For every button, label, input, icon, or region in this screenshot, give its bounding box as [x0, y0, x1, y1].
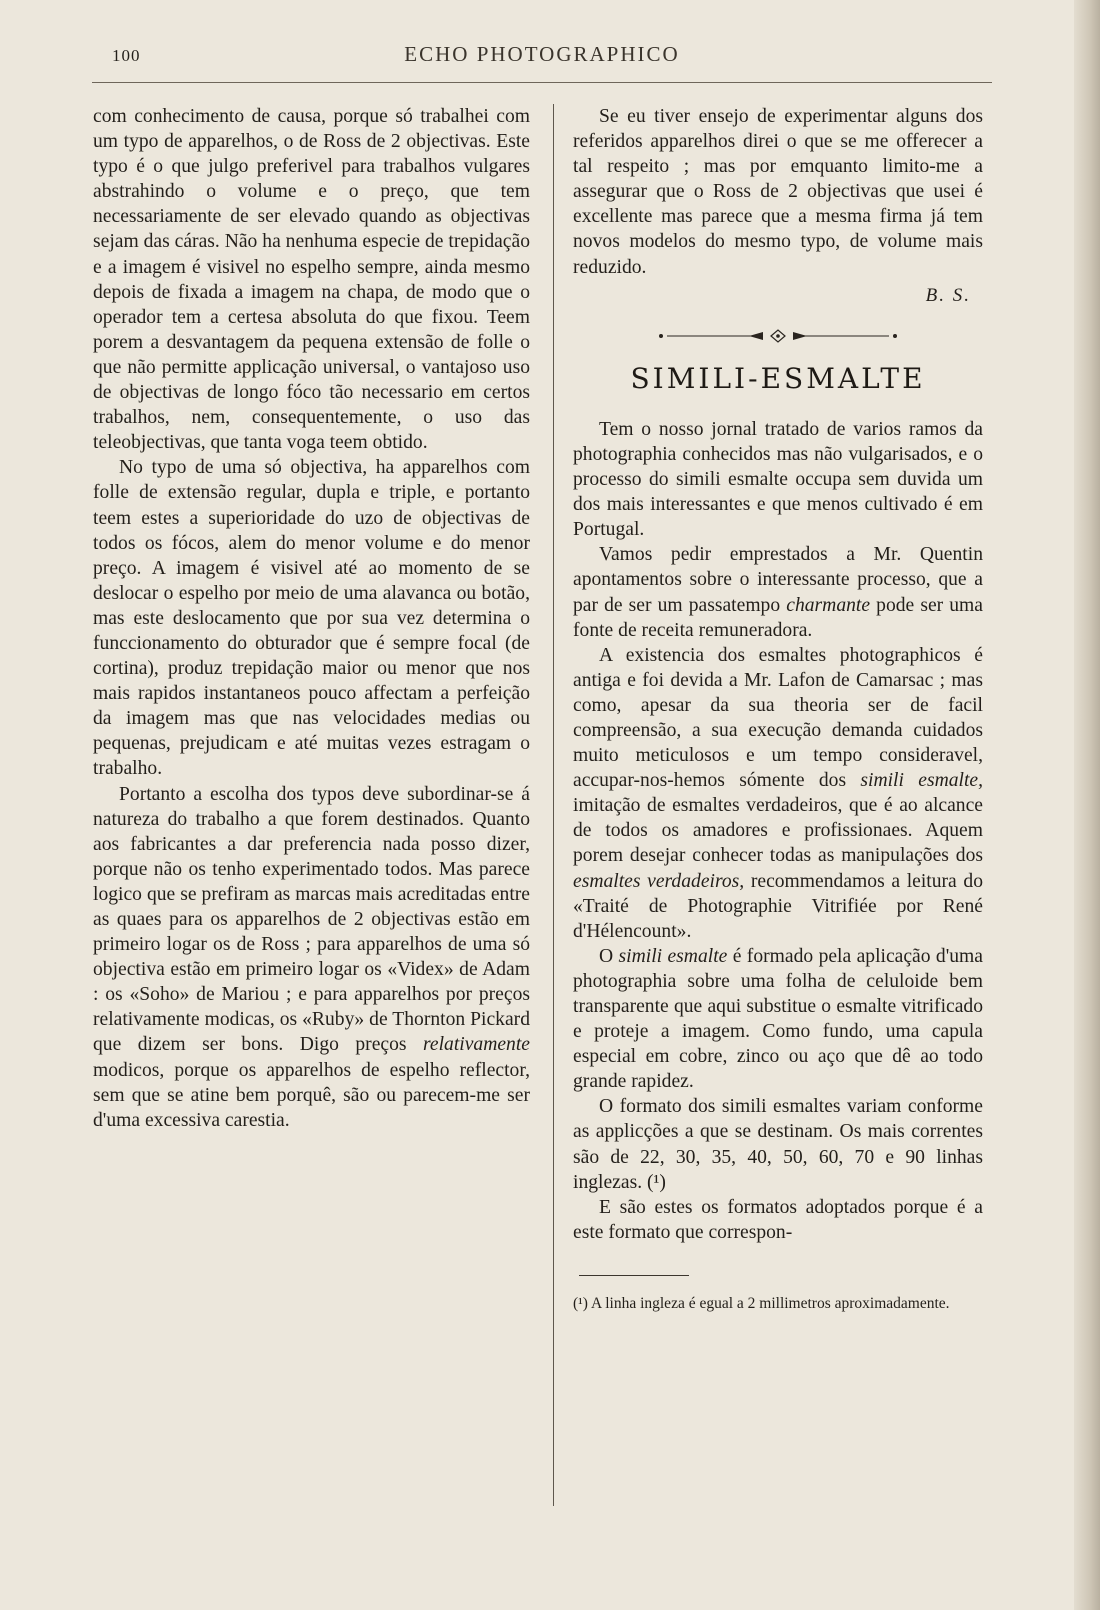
right-paragraph-2-text: Vamos pedir emprestados a Mr. Quentin apontamentos sobre o interessante processo, que a par de ser um passatempo	[573, 544, 983, 616]
header-rule	[92, 82, 992, 83]
ornament-divider-icon	[653, 328, 903, 344]
page-number: 100	[112, 46, 141, 65]
right-paragraph-1: Tem o nosso jornal tratado de varios ramos da photographia conhecidos mas não vulgarisados, e o processo do simili esmalte occupa sem duvida um dos mais interessantes e que menos cultivado é em Portugal.	[573, 418, 983, 541]
right-paragraph-3	[573, 643, 983, 944]
right-paragraph-4-text: O	[599, 945, 619, 967]
right-paragraph-5: O formato dos simili esmaltes variam conforme as applicções a que se destinam. Os mais correntes são de 22, 30, 35, 40, 50, 60, 70 e 90 linhas inglezas. (¹)	[573, 1096, 983, 1193]
left-column	[93, 104, 530, 1133]
right-paragraph-3-emphasis-1: simili esmalte,	[860, 770, 984, 792]
right-paragraph-4-emphasis: simili esmalte	[618, 945, 728, 967]
author-signature: B. S.	[925, 284, 971, 306]
section-ornament	[653, 328, 903, 344]
right-paragraph-2-emphasis: charmante	[786, 594, 871, 616]
left-paragraph-3-tail: modicos, porque os apparelhos de espelho reflector, sem que se atine bem porquê, são ou parecem-me ser d'uma excessiva carestia.	[93, 1059, 530, 1131]
right-paragraph-6: E são estes os formatos adoptados porque é a este formato que correspon-	[573, 1196, 983, 1243]
column-divider	[553, 104, 554, 1506]
right-column	[573, 104, 983, 1314]
left-paragraph-2: No typo de uma só objectiva, ha apparelhos com folle de extensão regular, dupla e triple, e portanto teem estes a superioridade do uzo de objectivas de todos os fócos, alem do menor volume e do menor preço. A imagem é visivel até ao momento de se deslocar o espelho por meio de uma alavanca ou botão, mas este deslocamento que por sua vez determina o funccionamento do obturador que é sempre focal (de cortina), produz trepidação maior ou menor que nos mais rapidos instantaneos pouco affectam a perfeição da imagem mas que nas velocidades medias ou pequenas, prejudicam e até muitas vezes estragam o trabalho.	[93, 457, 530, 780]
right-paragraph-2	[573, 542, 983, 642]
right-paragraph-3-emphasis-2: esmaltes verdadeiros,	[573, 870, 745, 892]
right-paragraph-3-middle: imitação de esmaltes verdadeiros, que é ao alcance de todos os amadores e profissionaes. Aquem porem desejar conhecer todas as manipulações dos	[573, 795, 983, 867]
left-paragraph-3-emphasis: relativamente	[422, 1034, 530, 1056]
left-paragraph-1: com conhecimento de causa, porque só trabalhei com um typo de apparelhos, o de Ross de 2 objectivas. Este typo é o que julgo preferivel para trabalhos vulgares abstrahindo o volume e o preço, que tem necessariamente de ser elevado quando as objectivas sejam das cáras. Não ha nenhuma especie de trepidação e a imagem é visivel no espelho sempre, ainda mesmo depois de fixada a imagem na chapa, de modo que o operador tem a certesa absoluta do que fixou. Teem porem a desvantagem da pequena extensão de folle o que não permitte applicação universal, o vantajoso uso de objectivas de longo fóco tão necessario em certos trabalhos, nem, consequentemente, o uso das teleobjectivas, que tanta voga teem obtido.	[93, 106, 530, 454]
right-paragraph-4	[573, 944, 983, 1095]
left-paragraph-3-text: Portanto a escolha dos typos deve subordinar-se á natureza do trabalho a que forem destinados. Quanto aos fabricantes a dar preferencia nada posso dizer, porque não os tenho experimentado todos. Mas parece logico que se prefiram as marcas mais acreditadas entre as quaes para os apparelhos de 2 objectivas estão em primeiro logar os de Ross ; para apparelhos de uma só objectiva estão em primeiro logar os «Videx» de Adam : os «Soho» de Mariou ; e para apparelhos por preços relativamente modicas, os «Ruby» de Thornton Pickard que dizem ser bons. Digo preços	[93, 783, 530, 1056]
section-title: SIMILI-ESMALTE	[630, 361, 926, 395]
right-paragraph-3-tail: recommendamos a leitura do «Traité de Photographie Vitrifiée por René d'Hélencount».	[573, 870, 984, 942]
footnote-rule	[579, 1275, 689, 1276]
left-paragraph-3	[93, 782, 530, 1133]
right-paragraph-2-tail: pode ser uma fonte de receita remuneradora.	[573, 594, 983, 641]
running-title: ECHO PHOTOGRAPHICO	[404, 42, 680, 66]
right-intro-paragraph: Se eu tiver ensejo de experimentar alguns dos referidos apparelhos direi o que se me offerecer a tal respeito ; mas por emquanto limito-me a assegurar que o Ross de 2 objectivas que usei é excellente mas parece que a mesma firma já tem novos modelos do mesmo typo, de volume mais reduzido.	[573, 106, 983, 278]
footnote: (¹) A linha ingleza é egual a 2 millimetros aproximadamente.	[573, 1294, 950, 1312]
page-header	[92, 38, 992, 78]
right-paragraph-4-tail: é formado pela aplicação d'uma photographia sobre uma folha de celuloide bem transparente que aqui substitue o esmalte vitrificado e proteje a imagem. Como fundo, uma capula especial em cobre, zinco ou aço que dê ao todo grande rapidez.	[573, 945, 983, 1093]
page-edge-shadow	[1074, 0, 1100, 1610]
right-paragraph-3-text: A existencia dos esmaltes photographicos é antiga e foi devida a Mr. Lafon de Camarsac ; mas como, apesar da sua theoria ser de facil compreensão, a sua execução demanda cuidados muito meticulosos e um tempo consideravel, accupar-nos-hemos sómente dos	[573, 644, 983, 792]
